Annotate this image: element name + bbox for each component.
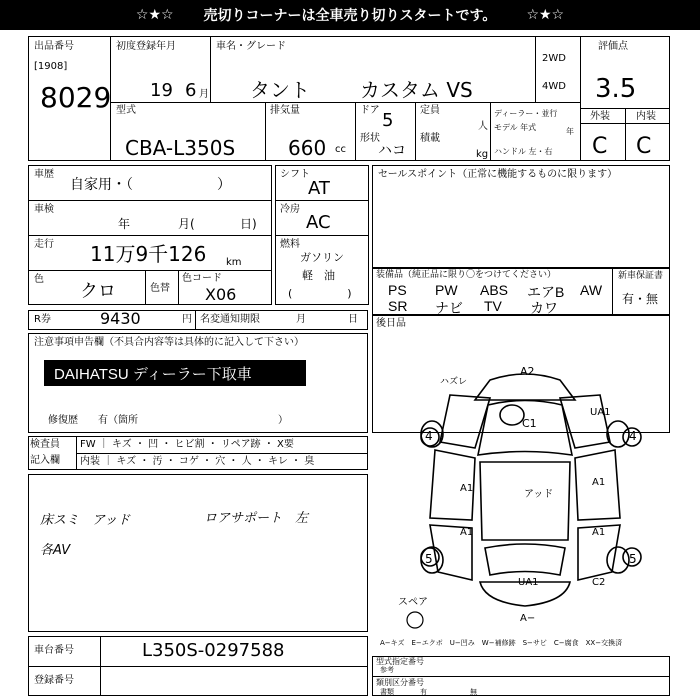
mileage-unit: km <box>226 257 242 268</box>
first-reg-year: 19 <box>150 80 173 101</box>
diagram-4-right: 4 <box>629 429 637 443</box>
diagram-5-left: 5 <box>425 552 433 566</box>
chassis-number: L350S-0297588 <box>142 640 285 661</box>
equip-tv: TV <box>484 298 502 314</box>
sales-point-label: セールスポイント（正常に機能するものに限ります） <box>378 169 618 180</box>
model-label: 型式 <box>116 105 136 116</box>
equip-pw: PW <box>435 282 458 298</box>
equip-navi: ナビ <box>435 300 463 316</box>
later-items-label: 後日品 <box>376 318 406 329</box>
inspector-label: 検査員 <box>30 439 60 450</box>
mileage-label: 走行 <box>34 239 54 250</box>
shift-value: AT <box>308 178 330 199</box>
warranty-label: 新車保証書 <box>618 271 664 281</box>
recycle-yen: 円 <box>182 314 192 325</box>
capacity-unit: 人 <box>478 121 488 132</box>
diagram-4-left: 4 <box>425 429 433 443</box>
header-title: 売切りコーナーは全車売り切りスタートです。 <box>203 8 497 24</box>
diagram-5-right: 5 <box>629 552 637 566</box>
model-code: CBA-L350S <box>125 136 236 160</box>
note-lower-support: ロアサポート 左 <box>204 511 309 526</box>
inspection-day: 日) <box>240 217 257 231</box>
load-label: 積載 <box>420 133 440 144</box>
car-name-label: 車名・グレード <box>216 41 286 52</box>
fuel-other: ( ) <box>288 287 352 300</box>
mileage-value: 11万9千126 <box>90 242 207 266</box>
recycle-row <box>28 310 368 330</box>
score-value: 3.5 <box>595 74 637 104</box>
diagram-a1-lr: A1 <box>592 527 606 538</box>
diagram-ua1-bottom: UA1 <box>518 577 539 588</box>
handwritten-notes <box>28 474 368 632</box>
repaint-label: 色替 <box>150 283 170 294</box>
interior-label: 内装 <box>636 111 656 122</box>
equip-ps: PS <box>388 282 407 298</box>
recycle-label: R券 <box>34 314 51 325</box>
fuel-label: 燃料 <box>280 239 300 250</box>
note-floor: 床スミ アッド <box>40 513 131 528</box>
history-value: 自家用・（ ） <box>70 177 231 193</box>
handle-label: ハンドル 左・右 <box>494 147 553 156</box>
equip-aw: AW <box>580 282 603 298</box>
score-label: 評価点 <box>598 41 628 52</box>
header-bar <box>0 0 700 30</box>
dealer-trade-banner: DAIHATSU ディーラー下取車 <box>44 360 306 386</box>
header-right-stars: ☆★☆ <box>526 7 565 23</box>
car-name: タント <box>250 78 310 102</box>
first-reg-month-unit: 月 <box>199 89 209 100</box>
entry-label: 記入欄 <box>30 455 60 466</box>
load-unit: kg <box>476 149 489 160</box>
door-label: ドア <box>360 105 380 116</box>
note-each: 各AV <box>40 543 71 558</box>
color-code-label: 色コード <box>182 273 222 284</box>
capacity-label: 定員 <box>420 105 440 116</box>
drive-4wd: 4WD <box>542 81 566 92</box>
designation-label: 型式指定番号 <box>376 657 424 666</box>
diagram-a-bottom: A− <box>520 613 536 624</box>
color-value: クロ <box>80 281 116 302</box>
exterior-label: 外装 <box>590 111 610 122</box>
inspector-row-fw: FW ｜ キズ ・ 凹 ・ ヒビ割 ・ リペア跡 ・ X要 <box>80 439 294 450</box>
body-shape: ハコ <box>378 143 406 159</box>
year-unit: 年 <box>566 127 574 136</box>
first-reg-month: 6 <box>185 80 197 101</box>
car-grade: カスタム VS <box>360 78 473 102</box>
doc-label: 書類 <box>380 688 394 696</box>
dealer-label: ディーラー・並行 <box>494 109 558 118</box>
designation-ref: 参考 <box>380 666 394 674</box>
sales-point-box <box>372 165 670 268</box>
first-reg-label: 初度登録年月 <box>116 41 176 52</box>
diagram-hasre: ハズレ <box>440 377 468 387</box>
spare-label: スペア <box>398 597 428 608</box>
history-label: 車歴 <box>34 169 54 180</box>
diagram-add: アッド <box>524 489 554 500</box>
notice-label: 名変通知期限 <box>200 314 260 325</box>
color-code-value: X06 <box>205 285 237 304</box>
chassis-label: 車台番号 <box>34 645 74 656</box>
diagram-a2: A2 <box>520 365 535 378</box>
door-count: 5 <box>382 110 394 131</box>
inspection-year: 年 <box>118 217 131 231</box>
diagram-a1-ll: A1 <box>460 527 474 538</box>
warranty-value: 有・無 <box>622 292 659 306</box>
header-left-stars: ☆★☆ <box>135 7 174 23</box>
registration-label: 登録番号 <box>34 675 74 686</box>
inspection-month: 月( <box>178 217 195 231</box>
equip-leather: カワ <box>530 300 558 316</box>
drive-2wd: 2WD <box>542 53 566 64</box>
notice-month: 月 <box>296 314 306 325</box>
diagram-a1-ul: A1 <box>460 483 474 494</box>
fuel-diesel: 軽 油 <box>302 269 335 282</box>
displacement-unit: cc <box>335 144 346 155</box>
equip-sr: SR <box>388 298 408 314</box>
interior-grade: C <box>636 134 652 159</box>
damage-legend: A−キズ E−エクボ U−凹み W−補修跡 S−サビ C−腐食 XX−交換済 <box>380 639 623 647</box>
exterior-grade: C <box>592 134 608 159</box>
recycle-value: 9430 <box>100 309 141 328</box>
color-label: 色 <box>34 274 44 285</box>
equipment-label: 装備品（純正品に限り〇をつけてください） <box>376 270 557 280</box>
diagram-c2: C2 <box>592 577 606 588</box>
inspection-label: 車検 <box>34 204 54 215</box>
displacement: 660 <box>288 136 327 160</box>
lot-sub: [1908] <box>34 61 68 72</box>
model-year-label: モデル 年式 <box>494 123 537 132</box>
doc-no: 無 <box>470 688 477 696</box>
lot-number: 8029 <box>40 81 112 114</box>
shift-label: シフト <box>280 169 310 180</box>
notes-label: 注意事項申告欄（不具合内容等は具体的に記入して下さい） <box>34 337 304 348</box>
diagram-c1: C1 <box>522 417 537 430</box>
repair-history: 修復歴 有（箇所 ） <box>48 415 288 426</box>
shape-label: 形状 <box>360 133 380 144</box>
spare-circle <box>405 610 425 630</box>
ac-value: AC <box>306 212 331 233</box>
ac-label: 冷房 <box>280 204 300 215</box>
doc-yes: 有 <box>420 688 427 696</box>
diagram-ua1-top: UA1 <box>590 407 611 418</box>
inspector-row-interior: 内装 ｜ キズ ・ 汚 ・ コゲ ・ 穴 ・ 人 ・ キレ ・ 臭 <box>80 456 315 467</box>
displacement-label: 排気量 <box>270 105 300 116</box>
equip-abs: ABS <box>480 282 509 298</box>
fuel-gasoline: ガソリン <box>300 251 344 264</box>
equip-airbag: エアB <box>527 284 565 300</box>
diagram-a1-ur: A1 <box>592 477 606 488</box>
class-no-label: 類別区分番号 <box>376 678 424 687</box>
notice-day: 日 <box>348 314 358 325</box>
lot-label: 出品番号 <box>34 41 74 52</box>
